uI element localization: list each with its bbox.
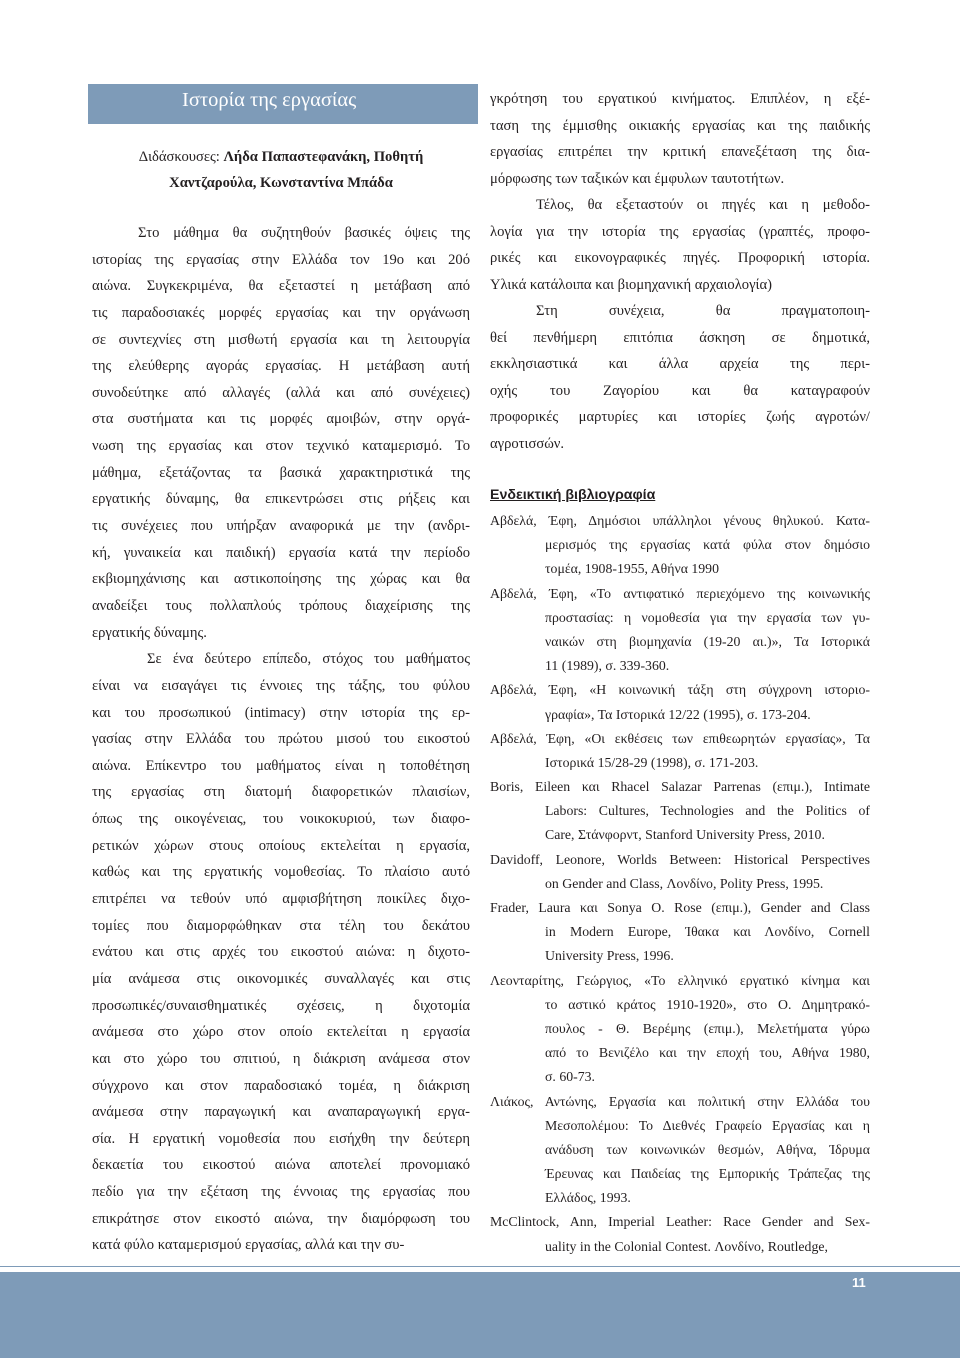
bibliography-entry — [490, 896, 870, 969]
bibliography-entry — [490, 727, 870, 775]
bibliography-list — [490, 509, 870, 1259]
text-line: σε συντεχνίες στη μισθωτή εργασία και τη λειτουργία — [92, 331, 470, 348]
text-line: καθώς και της εργατικής νομοθεσίας. Το πλαίσιο αυτό — [92, 864, 470, 881]
text-line: ιστορίας της εργασίας στην Ελλάδα τον 19ο και 20ό — [92, 251, 470, 268]
text-line: ρικές και εικονογραφικές πηγές. Προφορική ιστορία. — [490, 250, 870, 266]
text-line: εργασίας επιτρέπει την κριτική επανεξέταση της δια- — [490, 144, 870, 160]
text-line: σία. Η εργατική νομοθεσία που εισήχθη την δεύτερη — [92, 1130, 470, 1147]
bibliography-line: Frader, Laura και Sonya O. Rose (επιμ.), Gender and Class — [490, 900, 870, 915]
bibliography-entry — [490, 509, 870, 582]
bibliography-line: από το Βενιζέλο και την εποχή του, Αθήνα 1980, — [545, 1045, 870, 1061]
course-description-continued — [490, 86, 870, 457]
text-line: μία ανάμεσα στις οικονομικές συναλλαγές και στις — [92, 970, 470, 987]
text-line: της ελεύθερης αγοράς εργασίας. Η μετάβαση αυτή — [92, 358, 470, 375]
bibliography-line: Boris, Eileen και Rhacel Salazar Parrenas (επιμ.), Intimate — [490, 779, 870, 795]
bibliography-line: το αστικό κράτος 1910-1920», στο Ο. Δημητρακό- — [545, 996, 870, 1012]
bibliography-entry — [490, 969, 870, 1090]
text-line: είναι να εισαγάγει τις έννοιες της τάξης, του φύλου — [92, 677, 470, 694]
text-line: μάθημα, εξετάζοντας τα βασικά χαρακτηριστικά της — [92, 464, 470, 481]
bibliography-line: γραφία», Τα Ιστορικά 12/22 (1995), σ. 173-204. — [545, 706, 811, 722]
text-line: γκρότηση του εργατικού κινήματος. Επιπλέον, η εξέ- — [490, 91, 870, 107]
text-line: ανάμεσα στο χώρο στον οποίο εκτελείται η εργασία — [92, 1024, 470, 1041]
bibliography-entry — [490, 848, 870, 896]
text-line: εργατικής δύναμης. — [92, 624, 207, 641]
bibliography-line: Ελλάδος, 1993. — [545, 1190, 631, 1206]
teachers-label: Διδάσκουσες: — [138, 149, 224, 165]
bibliography-line: ανάδυση των κοινωνικών θεσμών, Αθήνα, Ίδρυμα — [545, 1141, 870, 1157]
teachers-names-1: Λήδα Παπαστεφανάκη, Ποθητή — [223, 149, 424, 165]
text-line: πεδίο για την εξέταση της έννοιας της εργασίας που — [92, 1184, 470, 1201]
text-line: της εργασίας στη διατομή διαφορετικών πλαισίων, — [92, 784, 470, 801]
teachers-names-2: Χαντζαρούλα, Κωνσταντίνα Μπάδα — [169, 175, 393, 191]
teachers-block — [92, 144, 470, 196]
text-line: και στο χώρο του σπιτιού, η διάκριση ανάμεσα στον — [92, 1050, 470, 1067]
bibliography-line: Αβδελά, Έφη, «Οι εκθέσεις των επιθεωρητών εργασίας», Τα — [490, 730, 870, 746]
text-line: τις συνέχειες που υπήρξαν αναφορικά με την (ανδρι- — [92, 518, 470, 535]
bibliography-line: Έρευνας και Παιδείας της Εμπορικής Τράπεζας της — [545, 1166, 870, 1182]
text-line: ρετικών χώρων στους οποίους εκτελείται η εργασία, — [92, 837, 470, 854]
bibliography-line: προστασίας: η νομοθεσία για την εργασία των γυ- — [545, 609, 870, 625]
bibliography-entry — [490, 1210, 870, 1258]
bibliography-heading: Ενδεικτική βιβλιογραφία — [490, 487, 656, 503]
bibliography-line: Μεσοπολέμου: Το Διεθνές Γραφείο Εργασίας και η — [545, 1117, 870, 1133]
text-line: επιτρέπει να τεθούν υπό αμφισβήτηση ποικίλες διχο- — [92, 891, 470, 908]
bibliography-line: μερισμός της εργασίας κατά φύλα στον δημόσιο — [545, 537, 870, 553]
bibliography-line: on Gender and Class, Λονδίνο, Polity Press, 1995. — [545, 875, 824, 891]
bibliography-line: Ιστορικά 15/28-29 (1998), σ. 171-203. — [545, 754, 759, 770]
text-line: συνοδεύτηκε από αλλαγές (αλλά και από συνέχειες) — [92, 384, 470, 401]
bibliography-line: σ. 60-73. — [545, 1069, 595, 1085]
text-line: αγροτισσών. — [490, 435, 565, 452]
bibliography-entry — [490, 775, 870, 848]
bibliography-line: Labors: Cultures, Technologies and the Politics of — [545, 803, 870, 819]
text-line: Τέλος, θα εξεταστούν οι πηγές και η μεθοδο- — [536, 197, 870, 213]
right-column — [490, 86, 870, 1259]
bibliography-line: 11 (1989), σ. 339-360. — [545, 658, 670, 674]
bibliography-line: Αβδελά, Έφη, Δημόσιοι υπάλληλοι γένους θηλυκού. Κατα- — [490, 513, 870, 528]
page-number: 11 — [852, 1275, 866, 1290]
course-description — [92, 220, 470, 1259]
bibliography-entry — [490, 582, 870, 679]
text-line: αιώνα. Συγκεκριμένα, θα εξεταστεί η μετάβαση από — [92, 278, 470, 295]
text-line: Στη συνέχεια, θα πραγματοποιη- — [536, 303, 870, 319]
text-line: τις παραδοσιακές μορφές εργασίας και την οργάνωση — [92, 304, 470, 321]
text-line: γασίας στην Ελλάδα του πρώτου μισού του εικοστού — [92, 731, 470, 748]
left-column — [92, 144, 470, 1259]
text-line: προφορικές μαρτυρίες και ιστορίες ζωής αγροτών/ — [490, 409, 870, 425]
text-line: Σε ένα δεύτερο επίπεδο, στόχος του μαθήματος — [147, 651, 470, 668]
text-line: λογία για την ιστορία της εργασίας (γραπτές, προφο- — [490, 223, 870, 240]
bibliography-line: Λεονταρίτης, Γεώργιος, «Το ελληνικό εργατικό κίνημα και — [490, 972, 870, 988]
bibliography-line: τομέα, 1908-1955, Αθήνα 1990 — [545, 561, 719, 577]
bibliography-line: McClintock, Ann, Imperial Leather: Race Gender and Sex- — [490, 1214, 870, 1230]
text-line: στα συστήματα και τις μορφές αμοιβών, στην οργά- — [92, 411, 470, 428]
text-line: αναδείξει τους πολλαπλούς τρόπους διαχείρισης της — [92, 597, 470, 614]
text-line: εκκλησιαστικά και άλλα αρχεία της περι- — [490, 356, 870, 372]
text-line: εκβιομηχάνισης και αστικοποίησης της χώρας και θα — [92, 571, 470, 588]
text-line: αιώνα. Επίκεντρο του μαθήματος είναι η τοποθέτηση — [92, 757, 470, 774]
bibliography-line: University Press, 1996. — [545, 948, 674, 964]
bibliography-line: Λιάκος, Αντώνης, Εργασία και πολιτική στην Ελλάδα του — [490, 1093, 870, 1109]
text-line: Υλικά κατάλοιπα και βιομηχανική αρχαιολογία) — [490, 276, 772, 293]
text-line: Στο μάθημα θα συζητηθούν βασικές όψεις της — [138, 225, 470, 241]
text-line: μόρφωσης των ταξικών και έμφυλων ταυτοτήτων. — [490, 170, 785, 187]
text-line: όπως της οικογένειας, του νοικοκυριού, των διαφο- — [92, 811, 470, 828]
text-line: και του προσωπικού (intimacy) στην ιστορία της ερ- — [92, 704, 470, 721]
bibliography-line: ναικών στη βιομηχανία (19-20 αι.)», Τα Ιστορικά — [545, 633, 870, 649]
bibliography-line: in Modern Europe, Ίθακα και Λονδίνο, Cornell — [545, 924, 870, 940]
footer-divider — [0, 1266, 960, 1267]
bibliography-line: Αβδελά, Έφη, «Το αντιφατικό περιεχόμενο της κοινωνικής — [490, 585, 870, 601]
text-line: νωση της εργασίας και στον τεχνικό καταμερισμό. Το — [92, 438, 470, 455]
page-title: Ιστορία της εργασίας — [182, 89, 357, 111]
text-line: εργατικής δύναμης, θα επικεντρώσει στις ρήξεις και — [92, 491, 470, 508]
text-line: σύγχρονο και στον παραδοσιακό τομέα, η διάκριση — [92, 1077, 470, 1094]
text-line: ανάμεσα στην παραγωγική και αναπαραγωγική εργα- — [92, 1104, 470, 1121]
bibliography-line: Αβδελά, Έφη, «Η κοινωνική τάξη στη σύγχρονη ιστοριο- — [490, 682, 870, 698]
bibliography-line: Care, Στάνφορντ, Stanford University Press, 2010. — [545, 827, 825, 843]
text-line: ενάτου και στις αρχές του εικοστού αιώνα: η διχοτο- — [92, 944, 470, 961]
bibliography-line: πουλος - Θ. Βερέμης (επιμ.), Μελετήματα γύρω — [545, 1020, 870, 1036]
bibliography-entry — [490, 678, 870, 726]
text-line: κατά φύλο καταμερισμού εργασίας, αλλά και την συ- — [92, 1237, 405, 1254]
title-bar — [88, 84, 478, 124]
text-line: προσωπικές/συναισθηματικές σχέσεις, η διχοτομία — [92, 997, 470, 1014]
bibliography-line: Davidoff, Leonore, Worlds Between: Historical Perspectives — [490, 851, 870, 867]
text-line: οχής του Ζαγορίου και θα καταγραφούν — [490, 382, 870, 399]
text-line: επικράτησε στον εικοστό αιώνα, την διαμόρφωση του — [92, 1210, 470, 1227]
bibliography-entry — [490, 1090, 870, 1211]
text-line: δεκαετία του εικοστού αιώνα αποτελεί προνομιακό — [92, 1157, 470, 1174]
text-line: τομίες που διαμορφώθηκαν στα τέλη του δεκάτου — [92, 917, 470, 934]
text-line: κή, γυναικεία και παιδική) εργασία κατά την περίοδο — [92, 544, 470, 561]
text-line: ταση της έμμισθης οικιακής εργασίας και της παιδικής — [490, 117, 870, 134]
text-line: θεί πενθήμερη επιτόπια άσκηση σε δημοτικά, — [490, 329, 870, 346]
bibliography-line: uality in the Colonial Contest. Λονδίνο, Routledge, — [545, 1238, 828, 1254]
footer-bar — [0, 1272, 960, 1358]
